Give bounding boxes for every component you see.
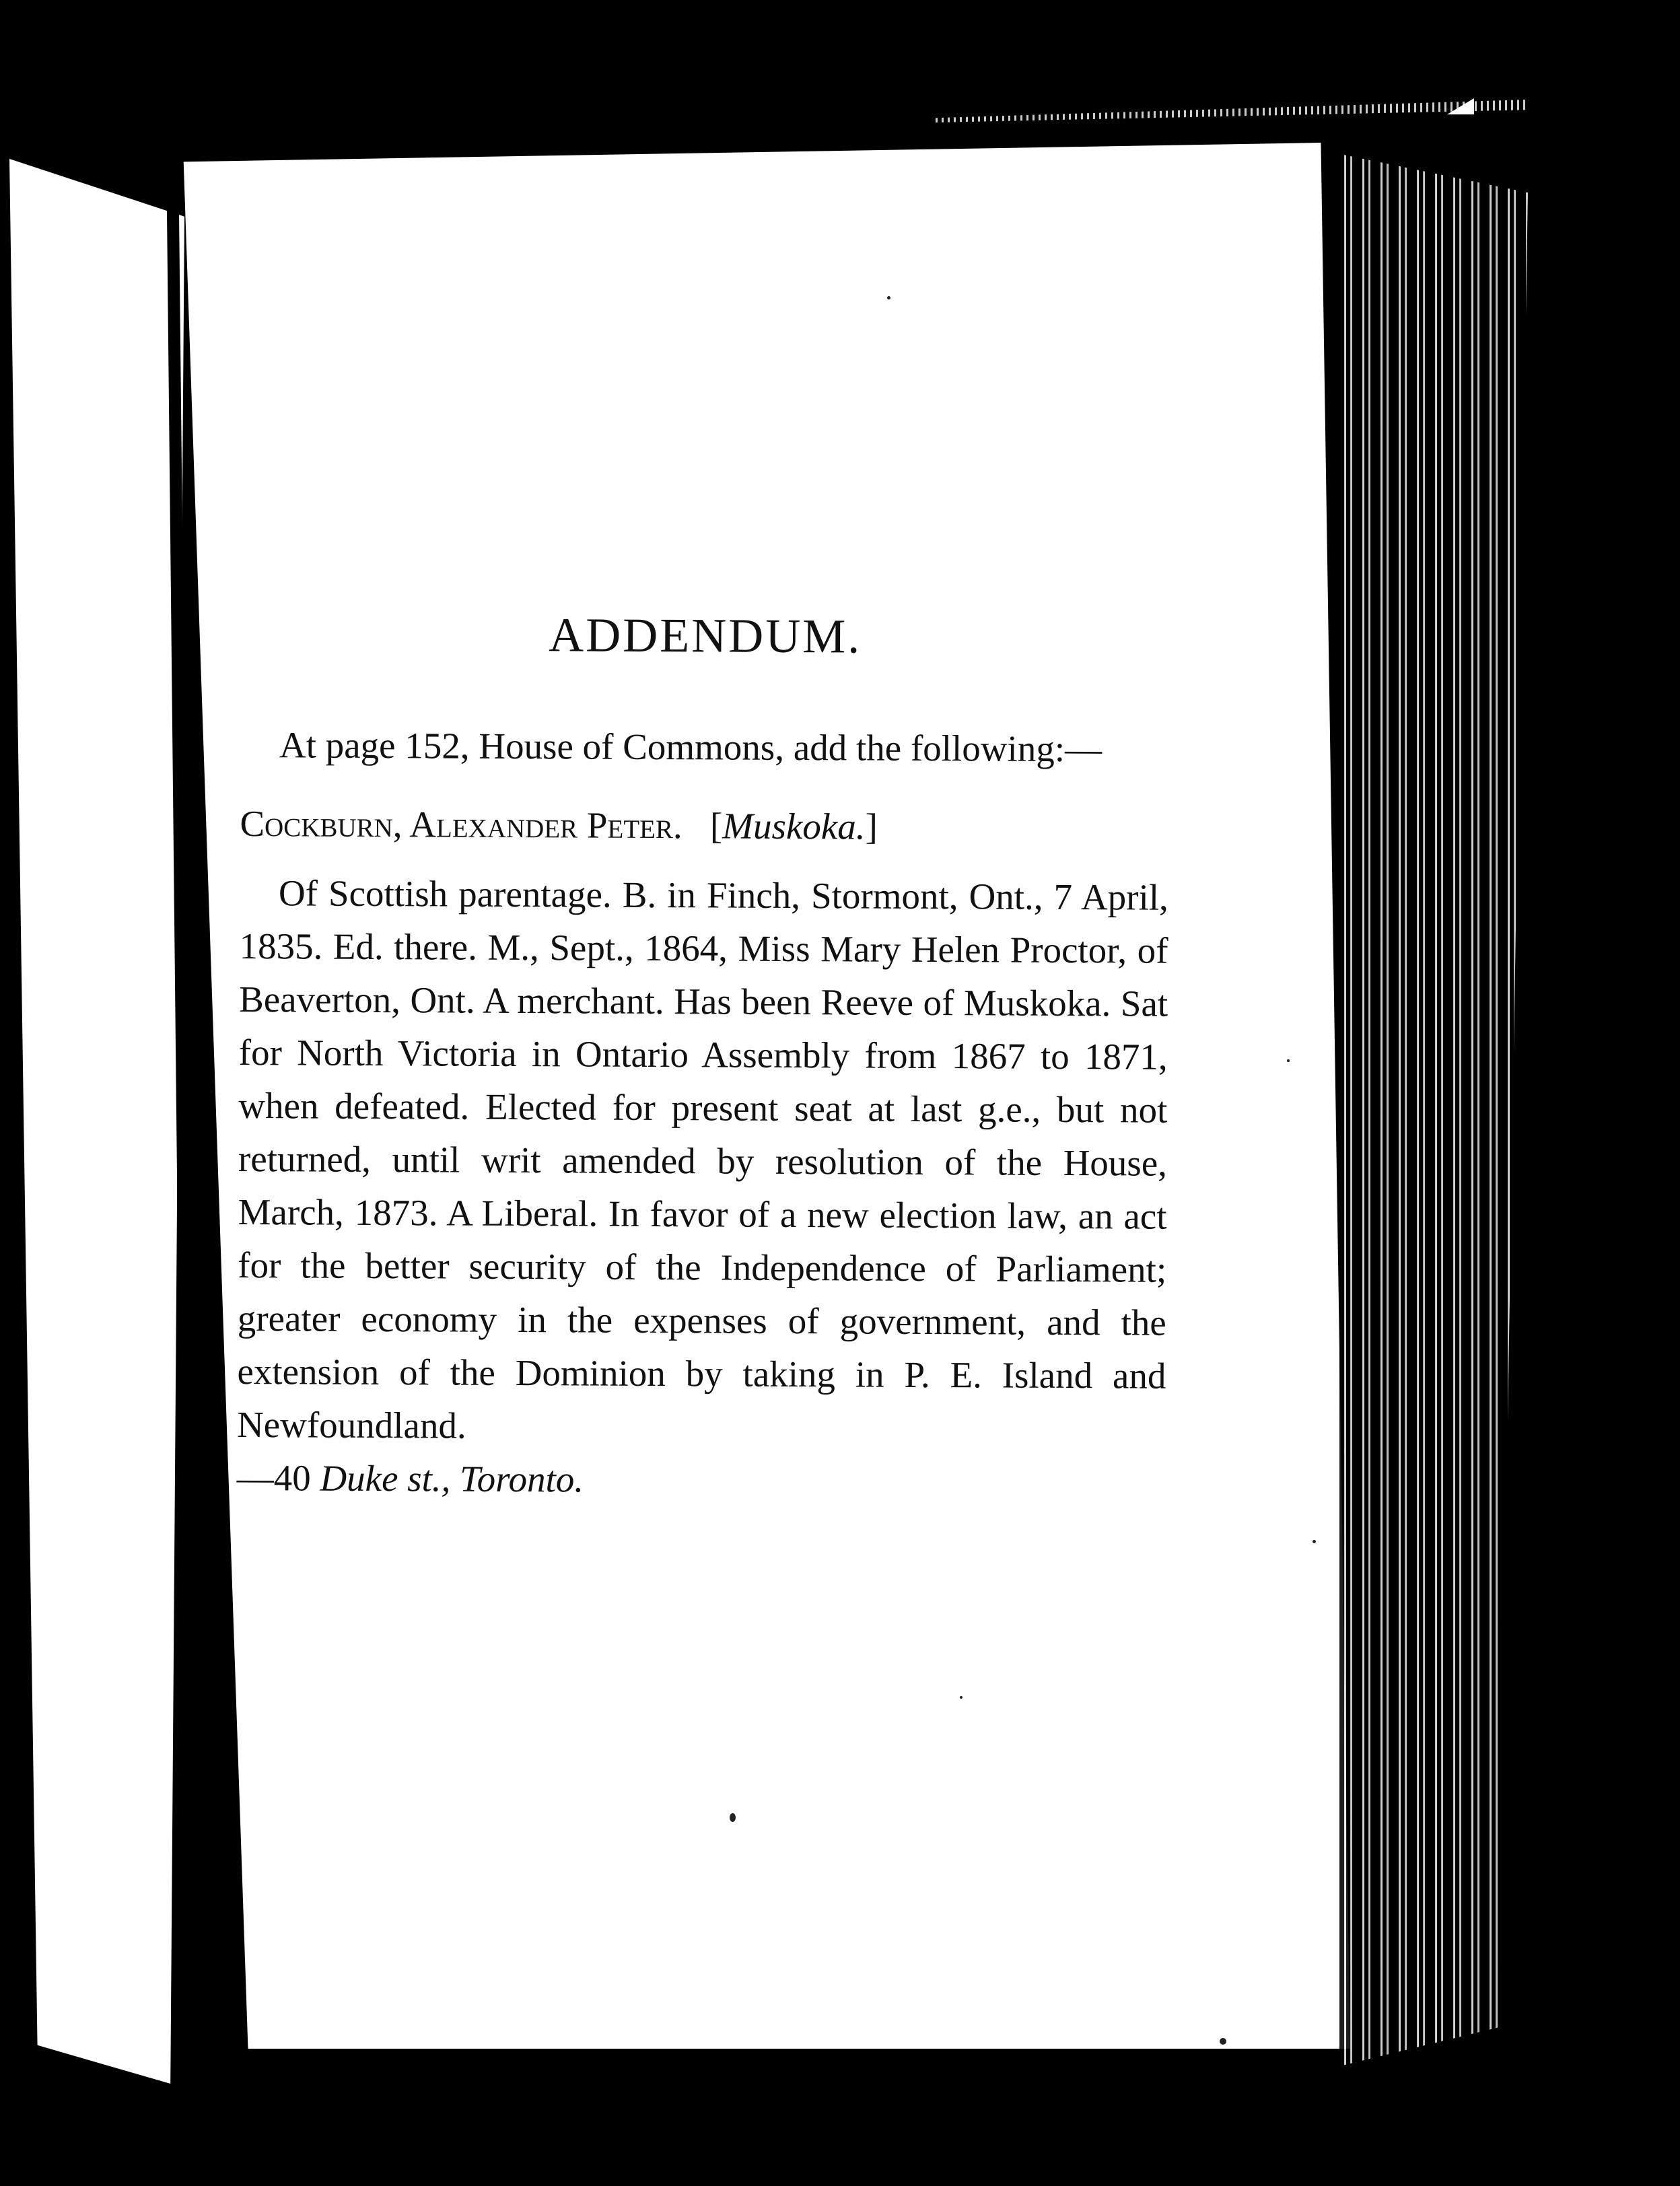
page-edges: [1339, 135, 1528, 2066]
page-title: ADDENDUM.: [549, 608, 862, 664]
constituency-name: Muskoka.: [722, 805, 866, 847]
print-speck: [960, 1696, 963, 1699]
entry-address: [236, 1451, 1165, 1509]
address-text: Duke st., Toronto.: [320, 1457, 584, 1500]
entry-name: Cockburn, Alexander Peter.: [240, 802, 682, 847]
entry-constituency: [Muskoka.]: [691, 805, 878, 847]
print-speck: [1312, 1540, 1316, 1543]
print-speck: [1220, 2038, 1226, 2045]
entry-body: Of Scottish parentage. B. in Finch, Stormont, Ont., 7 April, 1835. Ed. there. M., Sept., 1864, Miss Mary Helen Proctor, of Beaverton, Ont. A merchant. Has been Reeve of Muskoka. Sat for North Victoria in Ontario Assembly from 1867 to 1871, when defeated. Elected for present seat at last g.e., but not returned, until writ amended by resolution of the House, March, 1873. A Liberal. In favor of a new election law, an act for the better security of the Independence of Parliament; greater economy in the expenses of government, and the extension of the Dominion by taking in P. E. Island and Newfoundland.: [236, 872, 1169, 1446]
page-edges-top: [936, 100, 1528, 122]
entry-heading: [240, 797, 1168, 855]
intro-paragraph: At page 152, House of Commons, add the following:—: [279, 724, 1102, 770]
print-speck: [730, 1813, 736, 1822]
facing-page-edge: [9, 159, 184, 2084]
print-speck: [1287, 1059, 1290, 1062]
page-text: [236, 606, 1170, 1509]
address-prefix: —40: [236, 1456, 311, 1499]
print-speck: [887, 296, 890, 299]
